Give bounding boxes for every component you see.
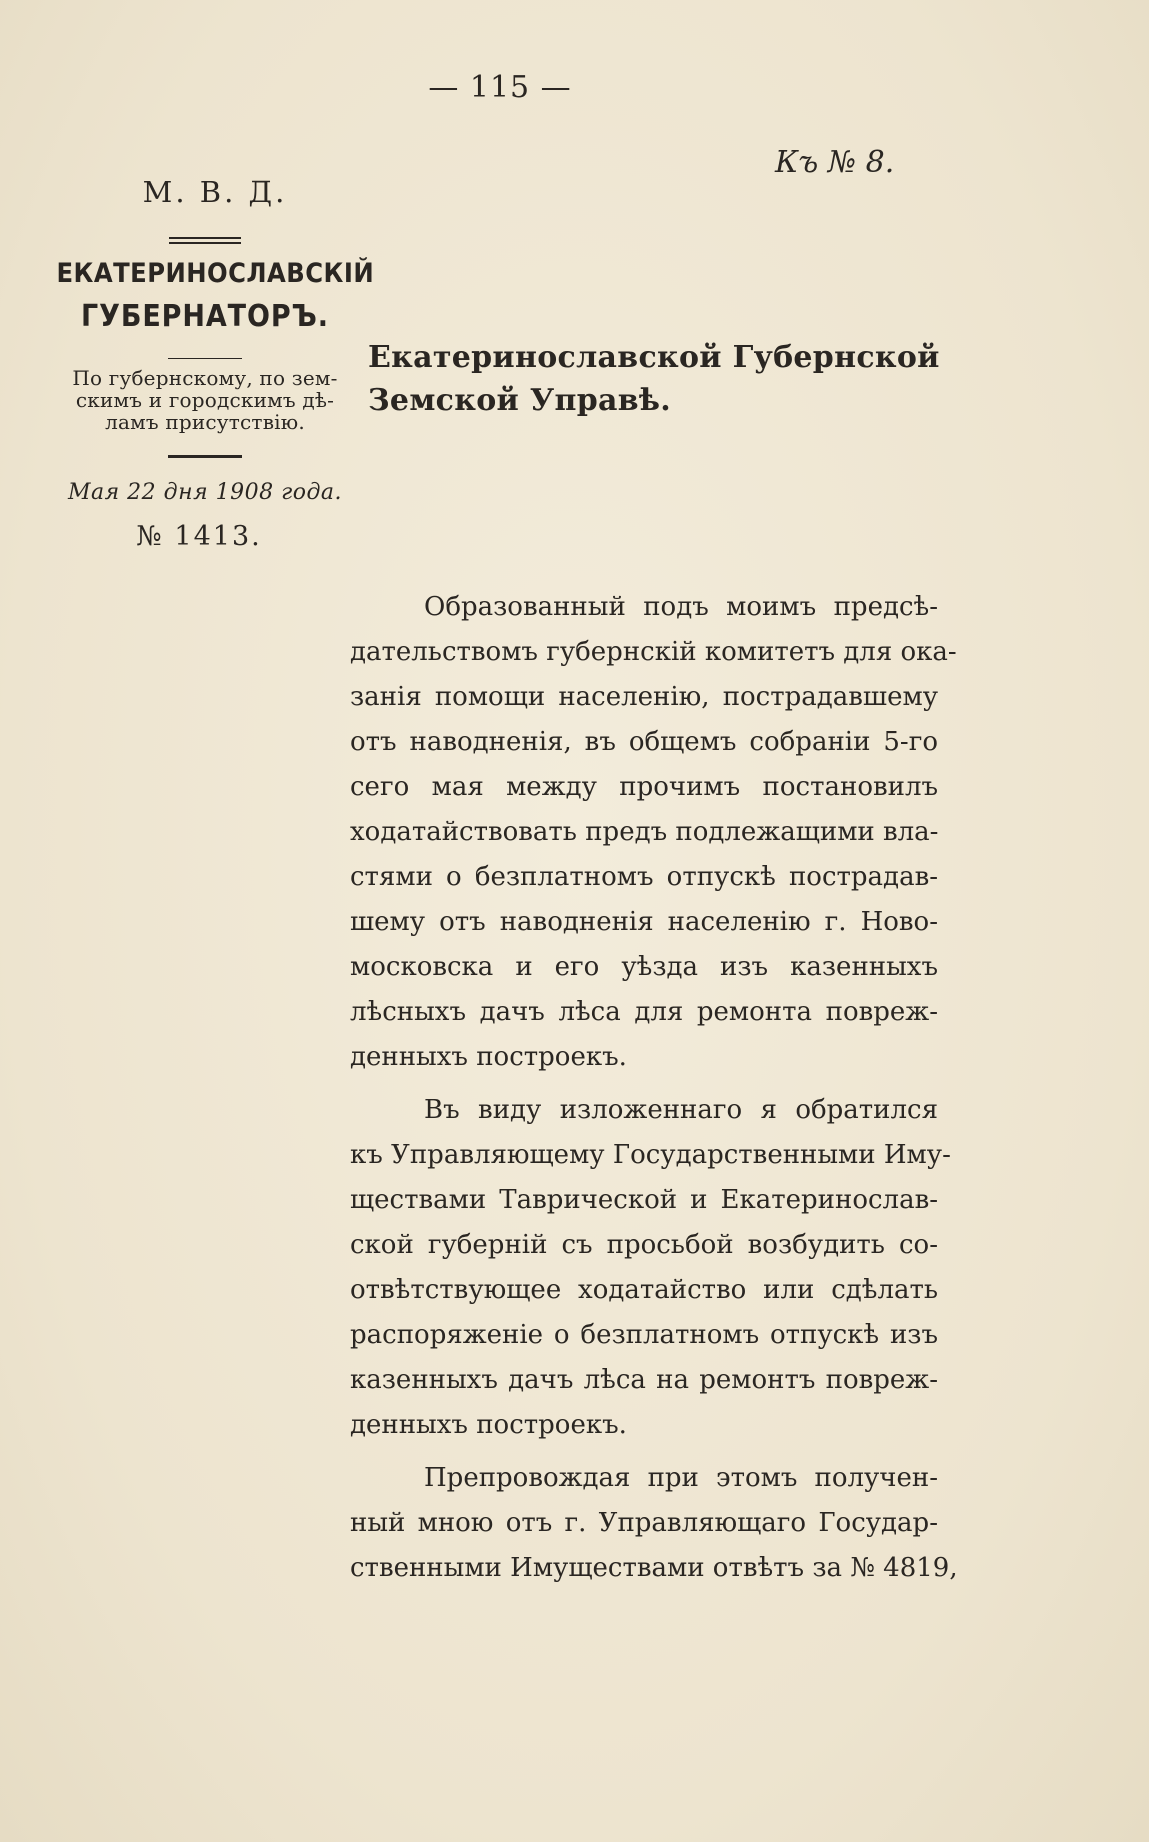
letter-body	[350, 585, 958, 1599]
department-line: ламъ присутствію.	[105, 410, 305, 434]
body-paragraph	[350, 585, 957, 1080]
thin-divider	[168, 358, 242, 359]
addressee-line: Екатеринославской Губернской	[368, 340, 940, 375]
addressee-line: Земской Управѣ.	[368, 383, 672, 418]
body-line: ской губерній съ просьбой возбудить со-	[350, 1230, 938, 1260]
body-line: къ Управляющему Государственными Иму-	[350, 1140, 951, 1170]
body-line: денныхъ построекъ.	[350, 1410, 627, 1440]
body-line: ществами Таврической и Екатеринослав-	[350, 1185, 938, 1215]
sender-office: ЕКАТЕРИНОСЛАВСКІЙ	[56, 258, 375, 289]
sender-block	[40, 175, 375, 552]
body-line: Препровождая при этомъ получен-	[424, 1463, 938, 1493]
body-line: московска и его уѣзда изъ казенныхъ	[350, 952, 938, 982]
body-line: отвѣтствующее ходатайство или сдѣлать	[350, 1275, 938, 1305]
body-line: сего мая между прочимъ постановилъ	[350, 772, 938, 802]
sender-title: ГУБЕРНАТОРЪ.	[81, 299, 329, 334]
body-line: Образованный подъ моимъ предсѣ-	[424, 592, 938, 622]
department-text	[40, 367, 370, 433]
body-line: лѣсныхъ дачъ лѣса для ремонта повреж-	[350, 997, 938, 1027]
thick-divider	[168, 455, 242, 458]
body-line: распоряженіе о безплатномъ отпускѣ изъ	[350, 1320, 938, 1350]
department-line: скимъ и городскимъ дѣ-	[75, 388, 335, 412]
reference-number: Къ № 8.	[775, 145, 895, 180]
body-line: шему отъ наводненія населенію г. Ново-	[350, 907, 938, 937]
body-paragraph	[350, 1088, 951, 1448]
body-line: отъ наводненія, въ общемъ собраніи 5-го	[350, 727, 938, 757]
body-paragraph	[350, 1456, 958, 1591]
body-line: дательствомъ губернскій комитетъ для ока-	[350, 637, 957, 667]
body-line: занія помощи населенію, пострадавшему	[350, 682, 938, 712]
addressee-block	[368, 336, 948, 422]
double-divider	[169, 237, 241, 244]
body-line: денныхъ построекъ.	[350, 1042, 627, 1072]
body-line: казенныхъ дачъ лѣса на ремонтъ повреж-	[350, 1365, 938, 1395]
page-number: — 115 —	[428, 70, 572, 105]
body-line: ный мною отъ г. Управляющаго Государ-	[350, 1508, 938, 1538]
letter-number: № 1413.	[136, 521, 262, 552]
body-line: Въ виду изложеннаго я обратился	[424, 1095, 938, 1125]
body-line: ственными Имуществами отвѣтъ за № 4819,	[350, 1553, 958, 1583]
ministry-abbreviation: М. В. Д.	[142, 175, 288, 209]
letter-date: Мая 22 дня 1908 года.	[67, 480, 343, 505]
body-line: ходатайствовать предъ подлежащими вла-	[350, 817, 939, 847]
body-line: стями о безплатномъ отпускѣ пострадав-	[350, 862, 938, 892]
department-line: По губернскому, по зем-	[72, 366, 338, 390]
